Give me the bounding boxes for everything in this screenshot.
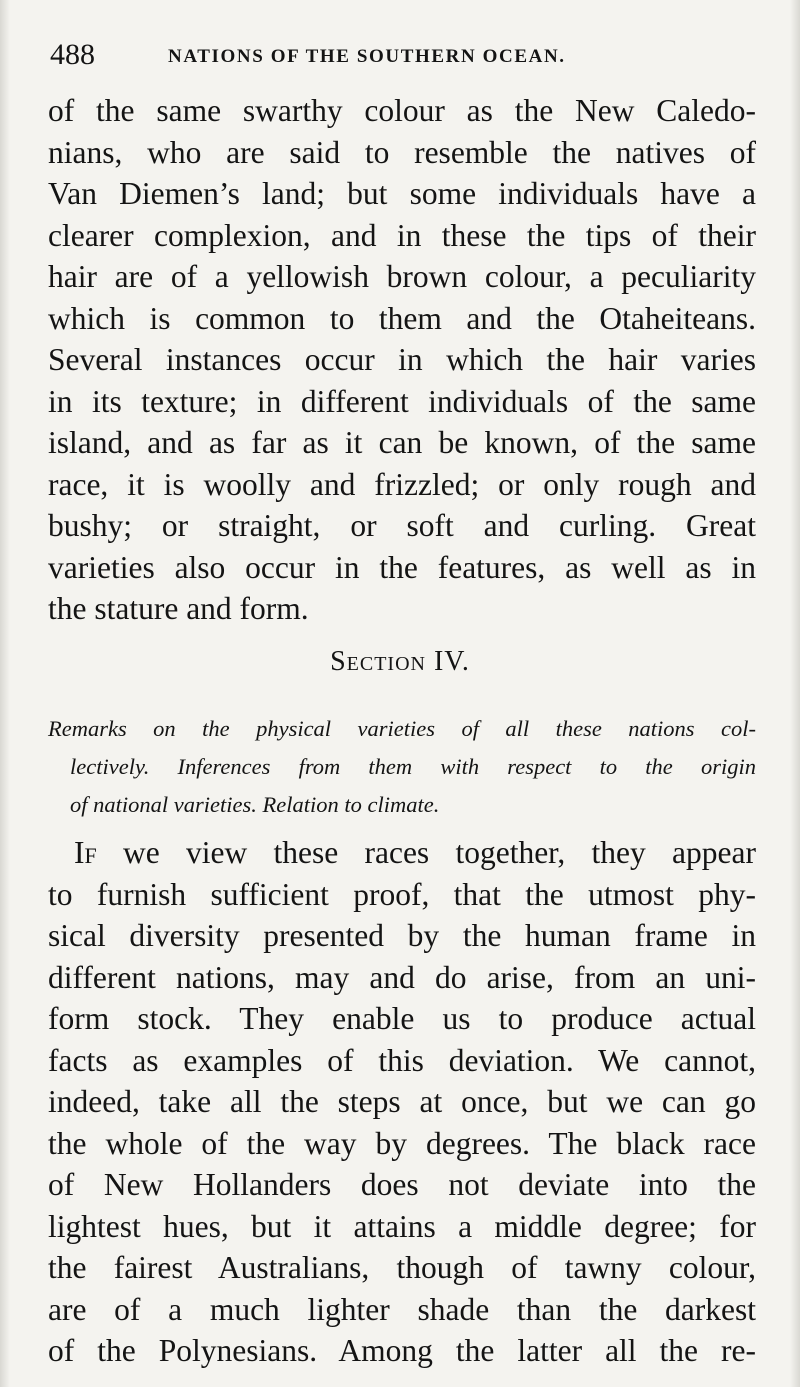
text-line: form stock. They enable us to produce actual <box>48 1001 756 1036</box>
text-line <box>48 832 756 874</box>
text-line: bushy; or straight, or soft and curling. Great <box>48 508 756 543</box>
text-line: nians, who are said to resemble the natives of <box>48 134 756 170</box>
paragraph-2 <box>48 832 756 1372</box>
section-heading-text: Section IV. <box>330 646 470 677</box>
summary-line: of national varieties. Relation to climate. <box>70 792 440 817</box>
text-line: hair are of a yellowish brown colour, a peculiarity <box>48 259 756 294</box>
text-line: which is common to them and the Otaheiteans. <box>48 300 756 336</box>
text-line: race, it is woolly and frizzled; or only rough and <box>48 466 756 502</box>
text-line: of the same swarthy colour as the New Caledo- <box>48 93 756 128</box>
summary-line: Remarks on the physical varieties of all these nations col- <box>48 716 756 741</box>
text-line: of the Polynesians. Among the latter all the re- <box>48 1333 756 1368</box>
text-line: to furnish sufficient proof, that the utmost phy- <box>48 876 756 912</box>
text-line: clearer complexion, and in these the tips of their <box>48 217 756 253</box>
scan-shadow-right <box>790 0 800 1387</box>
text-line: island, and as far as it can be known, of the same <box>48 425 756 460</box>
text-line: in its texture; in different individuals of the same <box>48 383 756 419</box>
text-line: are of a much lighter shade than the darkest <box>48 1291 756 1327</box>
text-line: sical diversity presented by the human frame in <box>48 918 756 953</box>
text-line: the stature and form. <box>48 591 309 626</box>
paragraph-1 <box>48 90 756 630</box>
text-line: Several instances occur in which the hair varies <box>48 342 756 377</box>
text-line: indeed, take all the steps at once, but we can go <box>48 1084 756 1119</box>
text-line: the whole of the way by degrees. The black race <box>48 1125 756 1161</box>
text-line: different nations, may and do arise, from an uni- <box>48 959 756 995</box>
section-heading <box>0 646 800 678</box>
page-number: 488 <box>50 38 95 71</box>
text-line: of New Hollanders does not deviate into the <box>48 1167 756 1202</box>
scan-shadow-left <box>0 0 10 1387</box>
first-line-text: we view these races together, they appear <box>96 835 756 870</box>
text-line: varieties also occur in the features, as well as in <box>48 549 756 585</box>
text-line: lightest hues, but it attains a middle degree; for <box>48 1208 756 1244</box>
text-line: facts as examples of this deviation. We cannot, <box>48 1042 756 1078</box>
summary-line: lectively. Inferences from them with respect to the origin <box>70 754 756 779</box>
text-line: the fairest Australians, though of tawny colour, <box>48 1250 756 1285</box>
page-header <box>50 36 750 76</box>
running-title: NATIONS OF THE SOUTHERN OCEAN. <box>168 46 566 67</box>
section-summary <box>48 710 756 824</box>
drop-cap-word: If <box>74 835 97 870</box>
text-line: Van Diemen’s land; but some individuals have a <box>48 176 756 211</box>
